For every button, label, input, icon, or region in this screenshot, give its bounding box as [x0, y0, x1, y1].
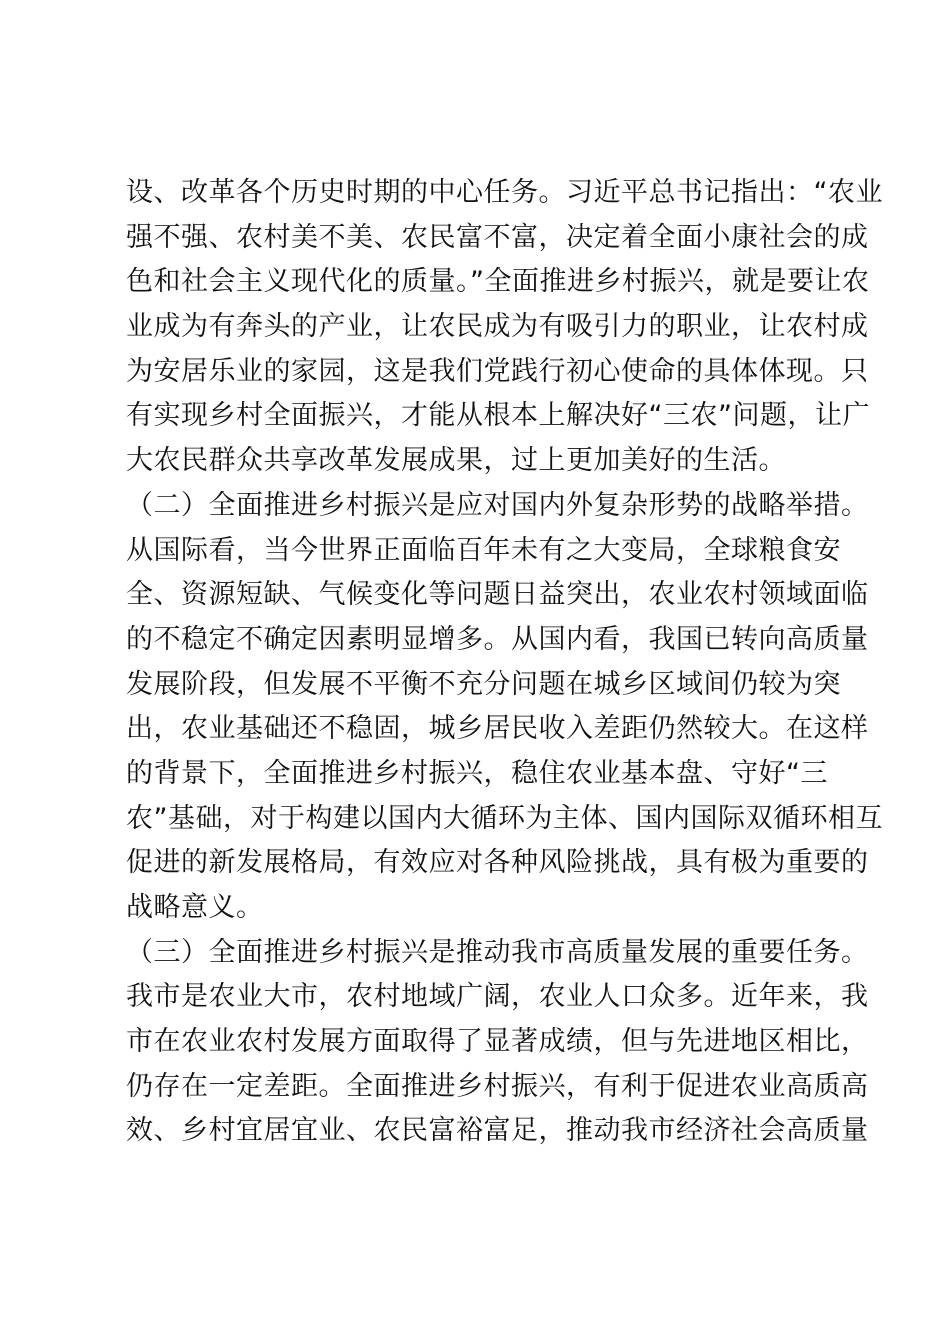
text-line: 色和社会主义现代化的质量。”全面推进乡村振兴，就是要让农 — [126, 266, 870, 298]
text-line: 仍存在一定差距。全面推进乡村振兴，有利于促进农业高质高 — [126, 1070, 869, 1102]
text-line: 效、乡村宜居宜业、农民富裕富足，推动我市经济社会高质量 — [126, 1115, 869, 1147]
text-line: 发展阶段，但发展不平衡不充分问题在城乡区域间仍较为突 — [126, 668, 841, 700]
text-line: 的不稳定不确定因素明显增多。从国内看，我国已转向高质量 — [126, 623, 869, 655]
text-line: 从国际看，当今世界正面临百年未有之大变局，全球粮食安 — [126, 534, 841, 566]
text-line: 业成为有奔头的产业，让农民成为有吸引力的职业，让农村成 — [126, 311, 869, 343]
text-line: 市在农业农村发展方面取得了显著成绩，但与先进地区相比， — [126, 1026, 869, 1058]
text-line: 促进的新发展格局，有效应对各种风险挑战，具有极为重要的 — [126, 847, 869, 879]
text-line: 大农民群众共享改革发展成果，过上更加美好的生活。 — [126, 445, 786, 477]
text-line: 的背景下，全面推进乡村振兴，稳住农业基本盘、守好“三 — [126, 757, 828, 789]
text-line: 为安居乐业的家园，这是我们党践行初心使命的具体体现。只 — [126, 355, 869, 387]
section-heading-3: （三）全面推进乡村振兴是推动我市高质量发展的重要任务。 — [126, 936, 869, 968]
text-line: 战略意义。 — [126, 892, 264, 923]
body-text — [126, 171, 883, 1154]
text-line: 出，农业基础还不稳固，城乡居民收入差距仍然较大。在这样 — [126, 713, 869, 745]
text-line: 设、改革各个历史时期的中心任务。习近平总书记指出：“农业 — [126, 177, 883, 208]
text-line: 农”基础，对于构建以国内大循环为主体、国内国际双循环相互 — [126, 802, 883, 834]
text-line: 强不强、农村美不美、农民富不富，决定着全面小康社会的成 — [126, 221, 869, 253]
text-line: 全、资源短缺、气候变化等问题日益突出，农业农村领域面临 — [126, 579, 869, 611]
text-line: 有实现乡村全面振兴，才能从根本上解决好“三农”问题，让广 — [126, 400, 870, 432]
text-line: 我市是农业大市，农村地域广阔，农业人口众多。近年来，我 — [126, 981, 869, 1013]
section-heading-2: （二）全面推进乡村振兴是应对国内外复杂形势的战略举措。 — [126, 489, 869, 521]
